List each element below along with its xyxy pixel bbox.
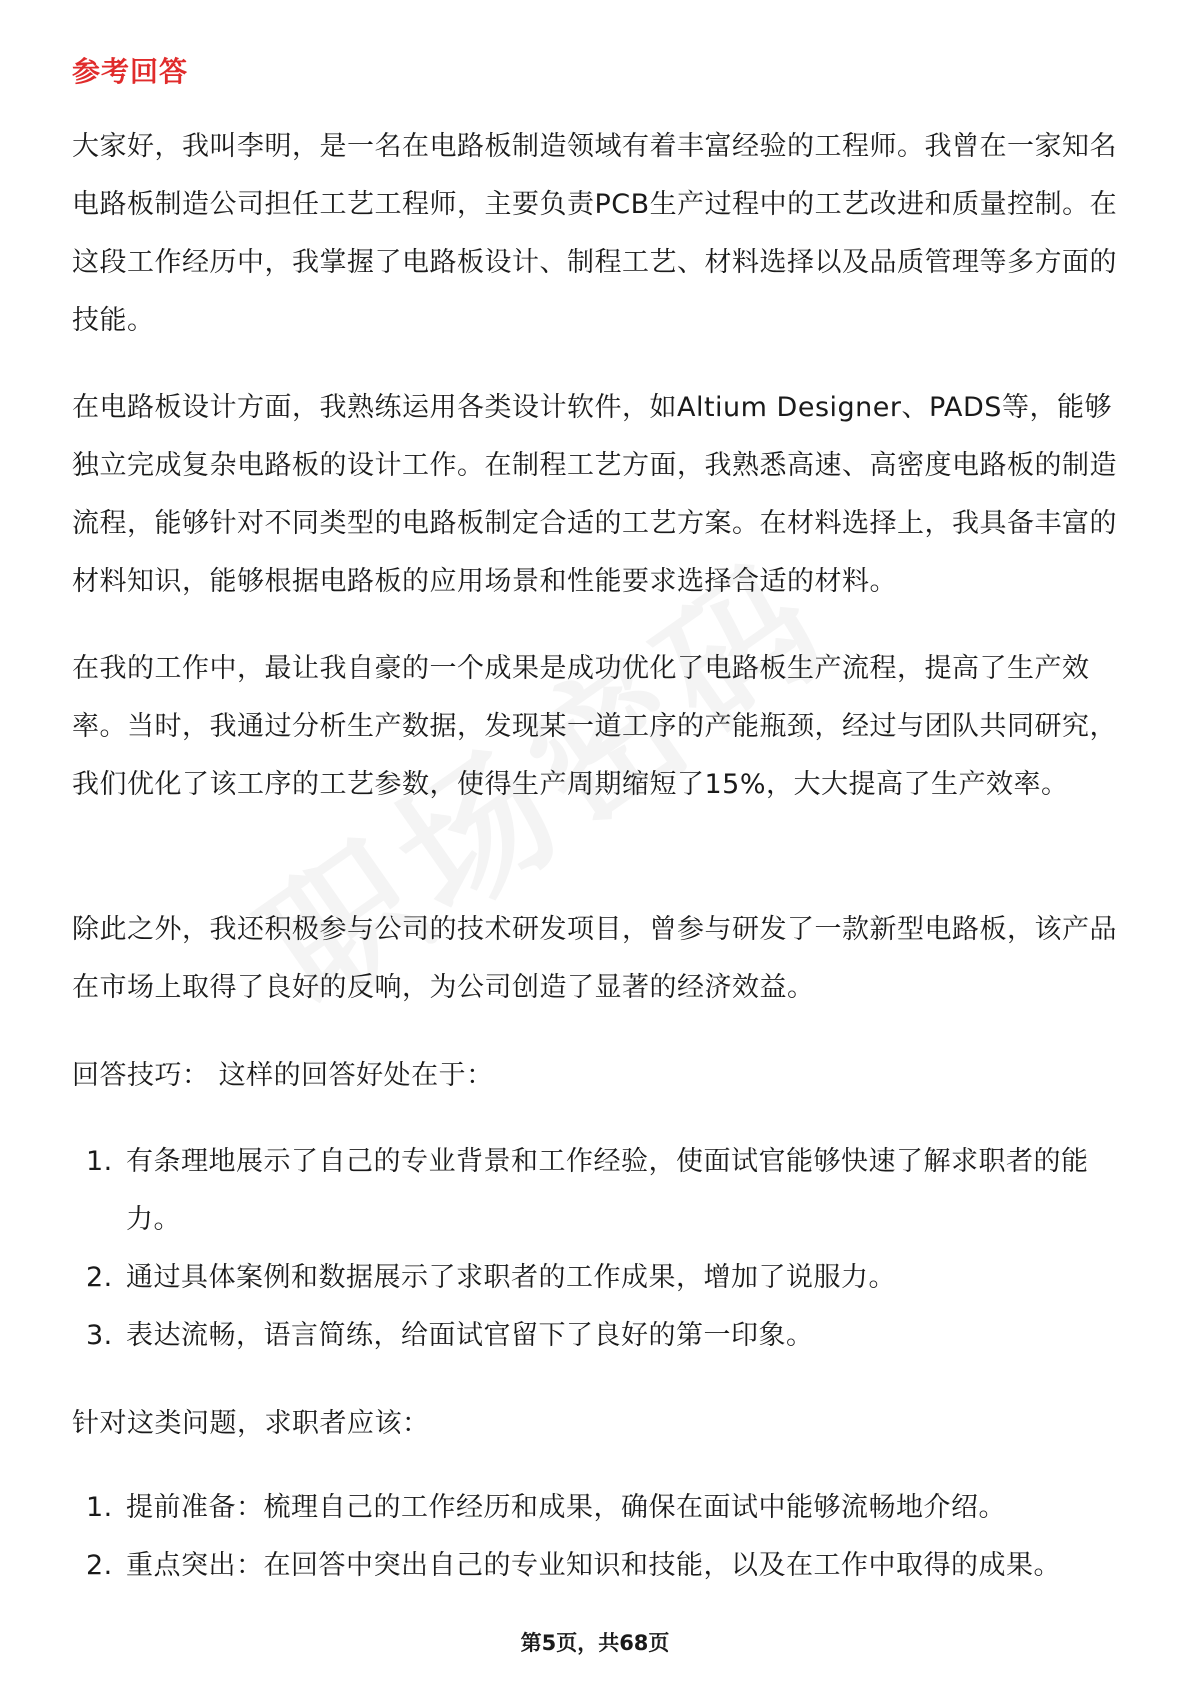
list-item [72, 1307, 1122, 1365]
list-text: 通过具体案例和数据展示了求职者的工作成果，增加了说服力。 [126, 1262, 896, 1293]
list-item [72, 1479, 1122, 1537]
list-text: 提前准备：梳理自己的工作经历和成果，确保在面试中能够流畅地介绍。 [126, 1492, 1006, 1523]
skills-paragraph: 在电路板设计方面，我熟练运用各类设计软件，如Altium Designer、PADS等，能够独立完成复杂电路板的设计工作。在制程工艺方面，我熟悉高速、高密度电路板的制造流程，能够针对不同类型的电路板制定合适的工艺方案。在材料选择上，我具备丰富的材料知识，能够根据电路板的应用场景和性能要求选择合适的材料。 [72, 392, 1117, 597]
tips-list [72, 1133, 1122, 1365]
list-number: 2. [86, 1262, 113, 1293]
list-item [72, 1249, 1122, 1307]
advice-intro: 针对这类问题，求职者应该： [72, 1408, 430, 1439]
list-number: 1. [86, 1492, 113, 1523]
extra-paragraph: 除此之外，我还积极参与公司的技术研发项目，曾参与研发了一款新型电路板，该产品在市场上取得了良好的反响，为公司创造了显著的经济效益。 [72, 914, 1117, 1003]
achievement-paragraph: 在我的工作中，最让我自豪的一个成果是成功优化了电路板生产流程，提高了生产效率。当时，我通过分析生产数据，发现某一道工序的产能瓶颈，经过与团队共同研究，我们优化了该工序的工艺参数，使得生产周期缩短了15%，大大提高了生产效率。 [72, 653, 1117, 800]
advice-list [72, 1479, 1122, 1595]
section-heading: 参考回答 [72, 55, 189, 88]
list-item [72, 1133, 1122, 1249]
list-number: 1. [86, 1146, 113, 1177]
list-number: 3. [86, 1320, 113, 1351]
list-text: 重点突出：在回答中突出自己的专业知识和技能，以及在工作中取得的成果。 [126, 1550, 1061, 1581]
page-footer: 第5页，共68页 [520, 1631, 670, 1655]
list-number: 2. [86, 1550, 113, 1581]
list-text: 有条理地展示了自己的专业背景和工作经验，使面试官能够快速了解求职者的能力。 [126, 1146, 1089, 1235]
list-item [72, 1537, 1122, 1595]
tips-intro: 回答技巧： 这样的回答好处在于： [72, 1060, 494, 1091]
intro-paragraph: 大家好，我叫李明，是一名在电路板制造领域有着丰富经验的工程师。我曾在一家知名电路板制造公司担任工艺工程师，主要负责PCB生产过程中的工艺改进和质量控制。在这段工作经历中，我掌握了电路板设计、制程工艺、材料选择以及品质管理等多方面的技能。 [72, 131, 1118, 336]
list-text: 表达流畅，语言简练，给面试官留下了良好的第一印象。 [126, 1320, 814, 1351]
